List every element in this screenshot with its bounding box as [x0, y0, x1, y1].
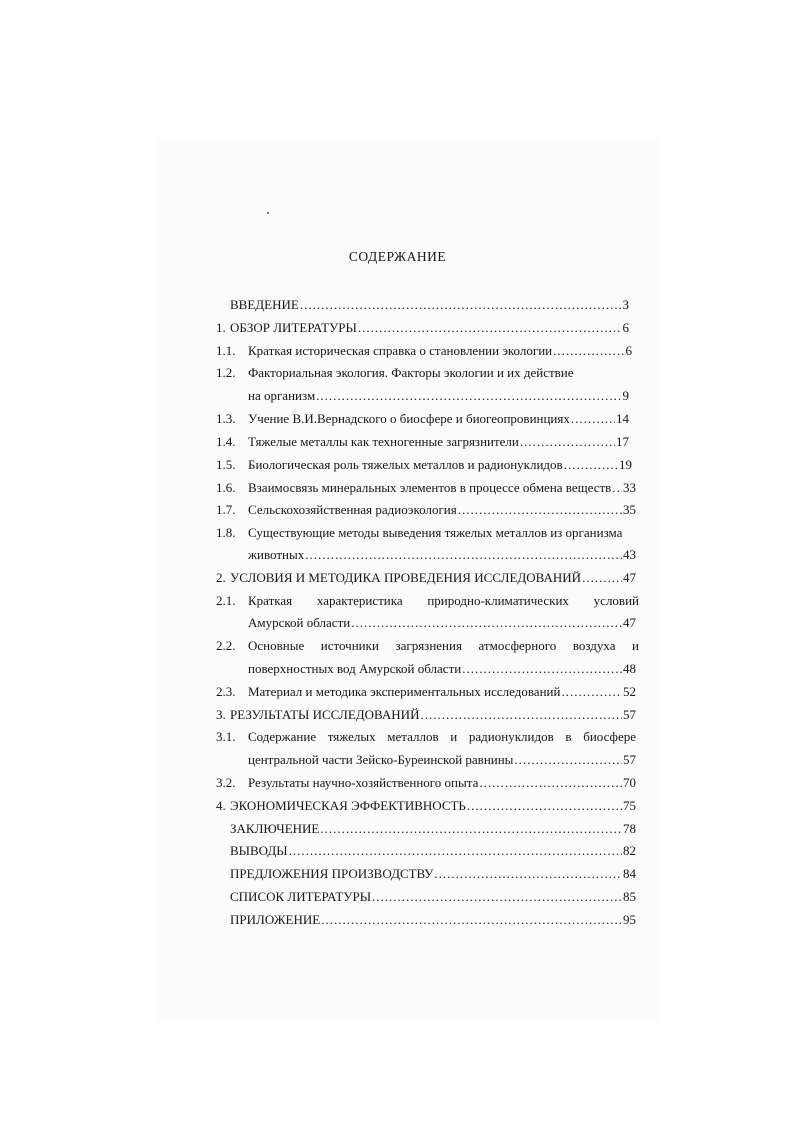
toc-entry-3	[216, 706, 636, 724]
toc-page-number: 78	[623, 821, 636, 836]
toc-dot-row	[230, 296, 629, 314]
toc-page-number: 75	[623, 798, 636, 813]
toc-entry-1-2	[216, 364, 632, 382]
toc-dot-row	[230, 319, 629, 337]
toc-entry-number: 3.	[216, 707, 226, 722]
toc-entry-1-7	[216, 501, 636, 519]
toc-entry-2-2-cont	[216, 660, 636, 678]
toc-entry-text: РЕЗУЛЬТАТЫ ИССЛЕДОВАНИЙ	[230, 707, 420, 722]
toc-entry-number: 1.2.	[216, 365, 236, 380]
toc-entry-text: ЭКОНОМИЧЕСКАЯ ЭФФЕКТИВНОСТЬ	[230, 798, 466, 813]
toc-page-number: 95	[623, 912, 636, 927]
toc-entry-number: 2.3.	[216, 684, 236, 699]
toc-entry-1-8-cont	[216, 546, 636, 564]
toc-page-number: 84	[623, 866, 636, 881]
toc-entry-1-8	[216, 524, 639, 542]
toc-leader-dots	[351, 614, 622, 632]
toc-entry-number: 1.	[216, 320, 226, 335]
toc-entry-text: Краткая историческая справка о становлении экологии	[248, 343, 553, 358]
toc-leader-dots	[479, 774, 622, 792]
toc-dot-row	[230, 706, 636, 724]
toc-page-number: 35	[623, 502, 636, 517]
toc-dot-row	[230, 569, 636, 587]
toc-entry-text: Результаты научно-хозяйственного опыта	[248, 775, 479, 790]
toc-leader-dots	[358, 319, 622, 337]
toc-entry-number: 1.4.	[216, 434, 236, 449]
toc-entry-text: Содержание тяжелых металлов и радионуклидов в биосфере	[248, 729, 636, 744]
toc-entry-text: Биологическая роль тяжелых металлов и радионуклидов	[248, 457, 563, 472]
toc-dot-row	[230, 911, 636, 929]
toc-entry-text: ПРЕДЛОЖЕНИЯ ПРОИЗВОДСТВУ	[230, 866, 434, 881]
toc-entry-text: ВЫВОДЫ	[230, 843, 288, 858]
toc-leader-dots	[612, 479, 622, 497]
toc-dot-row	[248, 479, 636, 497]
toc-dot-row	[230, 820, 636, 838]
toc-page-number: 6	[622, 320, 629, 335]
toc-page-number: 19	[619, 457, 632, 472]
toc-dot-row	[248, 342, 632, 360]
toc-dot-row	[248, 410, 629, 428]
toc-entry-number: 1.8.	[216, 525, 236, 540]
toc-entry-2-1	[216, 592, 639, 610]
toc-leader-dots	[320, 820, 622, 838]
toc-dot-row	[230, 797, 636, 815]
toc-page-number: 3	[622, 297, 629, 312]
toc-entry-text: ПРИЛОЖЕНИЕ	[230, 912, 321, 927]
toc-entry-text-continued: поверхностных вод Амурской области	[248, 661, 462, 676]
toc-dot-row	[248, 387, 629, 405]
toc-leader-dots	[553, 342, 624, 360]
toc-dot-row	[248, 433, 629, 451]
toc-entry-text: ОБЗОР ЛИТЕРАТУРЫ	[230, 320, 357, 335]
toc-page-number: 48	[623, 661, 636, 676]
toc-entry-number: 1.7.	[216, 502, 236, 517]
toc-entry-1-3	[216, 410, 629, 428]
toc-dot-row	[248, 546, 636, 564]
toc-entry-1-1	[216, 342, 632, 360]
toc-entry-number: 2.1.	[216, 593, 236, 608]
toc-entry-number: 1.1.	[216, 343, 236, 358]
toc-entry-text-continued: животных	[248, 547, 305, 562]
toc-entry-conclusion	[216, 820, 636, 838]
toc-dot-row	[248, 660, 636, 678]
toc-entry-text: Взаимосвязь минеральных элементов в процессе обмена веществ	[248, 480, 612, 495]
toc-leader-dots	[420, 706, 622, 724]
toc-page-number: 57	[623, 752, 636, 767]
toc-page-number: 14	[616, 411, 629, 426]
toc-entry-text: ЗАКЛЮЧЕНИЕ	[230, 821, 320, 836]
toc-page-number: 47	[623, 615, 636, 630]
toc-entry-2-2	[216, 637, 639, 655]
toc-entry-text: СПИСОК ЛИТЕРАТУРЫ	[230, 889, 372, 904]
toc-entry-number: 2.	[216, 570, 226, 585]
toc-entry-references	[216, 888, 636, 906]
scan-speck	[267, 212, 269, 214]
toc-leader-dots	[458, 501, 622, 519]
toc-entry-1-4	[216, 433, 629, 451]
toc-entry-3-1	[216, 728, 636, 746]
toc-page-number: 6	[625, 343, 632, 358]
toc-leader-dots	[561, 683, 622, 701]
toc-dot-row	[230, 865, 636, 883]
toc-entry-findings	[216, 842, 636, 860]
toc-entry-proposals	[216, 865, 636, 883]
toc-entry-number: 1.6.	[216, 480, 236, 495]
toc-dot-row	[248, 774, 636, 792]
toc-entry-text-continued: на организм	[248, 388, 316, 403]
toc-entry-3-2	[216, 774, 636, 792]
toc-entry-text: Материал и методика экспериментальных исследований	[248, 684, 561, 699]
toc-title: СОДЕРЖАНИЕ	[348, 249, 447, 264]
toc-page-number: 43	[623, 547, 636, 562]
toc-dot-row	[248, 614, 636, 632]
toc-leader-dots	[372, 888, 622, 906]
toc-entry-1	[216, 319, 629, 337]
toc-leader-dots	[520, 433, 615, 451]
toc-entry-number: 3.1.	[216, 729, 236, 744]
toc-entry-text-continued: центральной части Зейско-Буреинской равнины	[248, 752, 514, 767]
toc-entry-2	[216, 569, 636, 587]
toc-entry-text: Основные источники загрязнения атмосферного воздуха и	[248, 638, 639, 653]
toc-leader-dots	[289, 842, 622, 860]
toc-page-number: 52	[623, 684, 636, 699]
toc-entry-3-1-cont	[216, 751, 636, 769]
toc-leader-dots	[305, 546, 622, 564]
toc-entry-text: Тяжелые металлы как техногенные загрязнители	[248, 434, 519, 449]
toc-entry-1-6	[216, 479, 636, 497]
toc-entry-text: Факториальная экология. Факторы экологии и их действие	[248, 365, 574, 380]
toc-leader-dots	[564, 456, 618, 474]
toc-entry-1-5	[216, 456, 632, 474]
toc-entry-number: 1.3.	[216, 411, 236, 426]
toc-leader-dots	[462, 660, 622, 678]
toc-page-number: 82	[623, 843, 636, 858]
toc-leader-dots	[582, 569, 622, 587]
toc-entry-text: Учение В.И.Вернадского о биосфере и биогеопровинциях	[248, 411, 570, 426]
toc-page-number: 33	[623, 480, 636, 495]
toc-entry-text: УСЛОВИЯ И МЕТОДИКА ПРОВЕДЕНИЯ ИССЛЕДОВАНИЙ	[230, 570, 582, 585]
toc-leader-dots	[321, 911, 622, 929]
toc-entry-text: ВВЕДЕНИЕ	[230, 297, 299, 312]
toc-dot-row	[248, 751, 636, 769]
toc-entry-number: 2.2.	[216, 638, 236, 653]
toc-page-number: 85	[623, 889, 636, 904]
toc-entry-text: Существующие методы выведения тяжелых металлов из организма	[248, 525, 623, 540]
toc-entry-4	[216, 797, 636, 815]
toc-entry-2-1-cont	[216, 614, 636, 632]
toc-entry-2-3	[216, 683, 636, 701]
toc-leader-dots	[571, 410, 615, 428]
toc-dot-row	[230, 842, 636, 860]
toc-dot-row	[248, 501, 636, 519]
toc-entry-intro	[216, 296, 629, 314]
toc-entry-text-continued: Амурской области	[248, 615, 351, 630]
toc-page-number: 17	[616, 434, 629, 449]
toc-leader-dots	[300, 296, 622, 314]
toc-entry-appendix	[216, 911, 636, 929]
toc-dot-row	[248, 683, 636, 701]
toc-page-number: 47	[623, 570, 636, 585]
toc-entry-text: Сельскохозяйственная радиоэкология	[248, 502, 457, 517]
toc-leader-dots	[316, 387, 621, 405]
toc-page-number: 70	[623, 775, 636, 790]
toc-entry-number: 3.2.	[216, 775, 236, 790]
toc-dot-row	[230, 888, 636, 906]
toc-entry-number: 1.5.	[216, 457, 236, 472]
toc-entry-1-2-cont	[216, 387, 629, 405]
toc-entry-text: Краткая характеристика природно-климатических условий	[248, 593, 639, 608]
toc-page-number: 57	[623, 707, 636, 722]
toc-entry-number: 4.	[216, 798, 226, 813]
toc-leader-dots	[434, 865, 622, 883]
toc-leader-dots	[467, 797, 622, 815]
toc-page-number: 9	[622, 388, 629, 403]
toc-leader-dots	[514, 751, 622, 769]
toc-dot-row	[248, 456, 632, 474]
